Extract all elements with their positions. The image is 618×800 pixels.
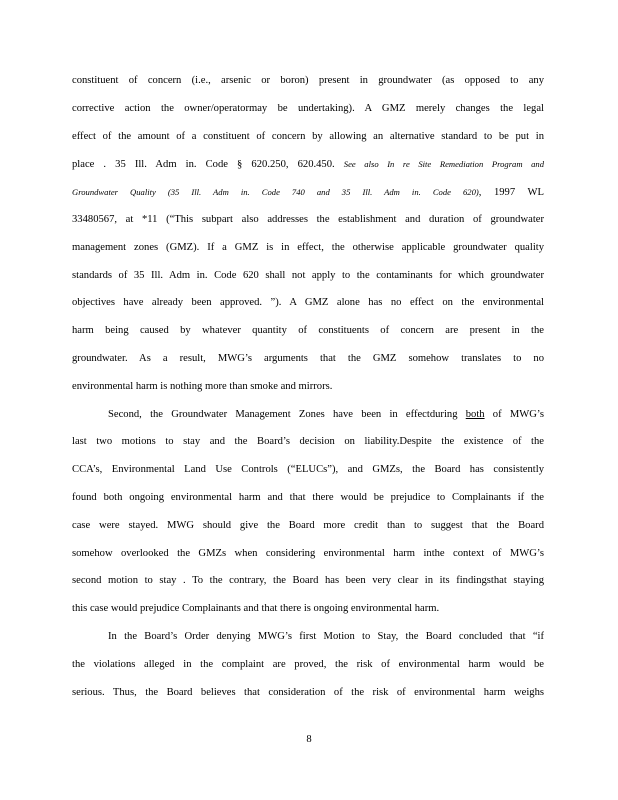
text-line: this case would prejudice Complainants and that there is ongoing environmental harm.	[72, 603, 440, 615]
text-line-with-citation	[72, 184, 544, 212]
text-line: serious. Thus, the Board believes that consideration of the risk of environmental harm weighs	[72, 686, 544, 698]
page-number: 8	[306, 734, 312, 745]
text-line: groundwater. As a result, MWG’s arguments that the GMZ somehow translates to no	[72, 352, 544, 364]
underlined-word: both	[465, 408, 485, 420]
text-line: second motion to stay . To the contrary, the Board has been very clear in its findingsthat staying	[72, 575, 544, 587]
text-line: effect of the amount of a constituent of concern by allowing an alternative standard to be put in	[72, 130, 544, 142]
citation-segment: See also In re Site Remediation Program and	[343, 159, 544, 170]
text-line: found both ongoing environmental harm and that there would be prejudice to Complainants if the	[72, 491, 544, 503]
text-line: environmental harm is nothing more than smoke and mirrors.	[72, 380, 333, 392]
text-line: 33480567, at *11 (“This subpart also addresses the establishment and duration of groundwater	[72, 213, 544, 225]
citation-segment: Groundwater Quality (35 Ill. Adm in. Code 740 and 35 Ill. Adm in. Code 620)	[72, 187, 479, 198]
document-body	[72, 73, 544, 712]
text-line: In the Board’s Order denying MWG’s first Motion to Stay, the Board concluded that “if	[108, 630, 544, 642]
text-segment: of MWG’s	[484, 408, 544, 420]
text-segment: , 1997 WL	[478, 187, 544, 199]
text-line: last two motions to stay and the Board’s decision on liability.Despite the existence of the	[72, 436, 544, 448]
text-line: the violations alleged in the complaint are proved, the risk of environmental harm would be	[72, 658, 544, 670]
text-line: objectives have already been approved. ”). A GMZ alone has no effect on the environmental	[72, 297, 544, 309]
text-line: standards of 35 Ill. Adm in. Code 620 shall not apply to the contaminants for which groundwater	[72, 269, 544, 281]
text-line: harm being caused by whatever quantity of constituents of concern are present in the	[72, 325, 544, 337]
text-line: management zones (GMZ). If a GMZ is in effect, the otherwise applicable groundwater quality	[72, 241, 544, 253]
text-line: CCA’s, Environmental Land Use Controls (“ELUCs”), and GMZs, the Board has consistently	[72, 464, 544, 476]
text-line-with-underline	[72, 407, 544, 435]
text-line: corrective action the owner/operatormay be undertaking). A GMZ merely changes the legal	[72, 102, 544, 114]
text-segment: place . 35 Ill. Adm in. Code § 620.250, 620.450.	[72, 159, 335, 171]
text-line: somehow overlooked the GMZs when considering environmental harm inthe context of MWG’s	[72, 547, 544, 559]
text-line: constituent of concern (i.e., arsenic or boron) present in groundwater (as opposed to any	[72, 75, 544, 86]
text-line-with-citation	[72, 156, 544, 184]
text-segment: Second, the Groundwater Management Zones have been in effectduring	[108, 408, 458, 420]
text-line: case were stayed. MWG should give the Board more credit than to suggest that the Board	[72, 519, 544, 531]
